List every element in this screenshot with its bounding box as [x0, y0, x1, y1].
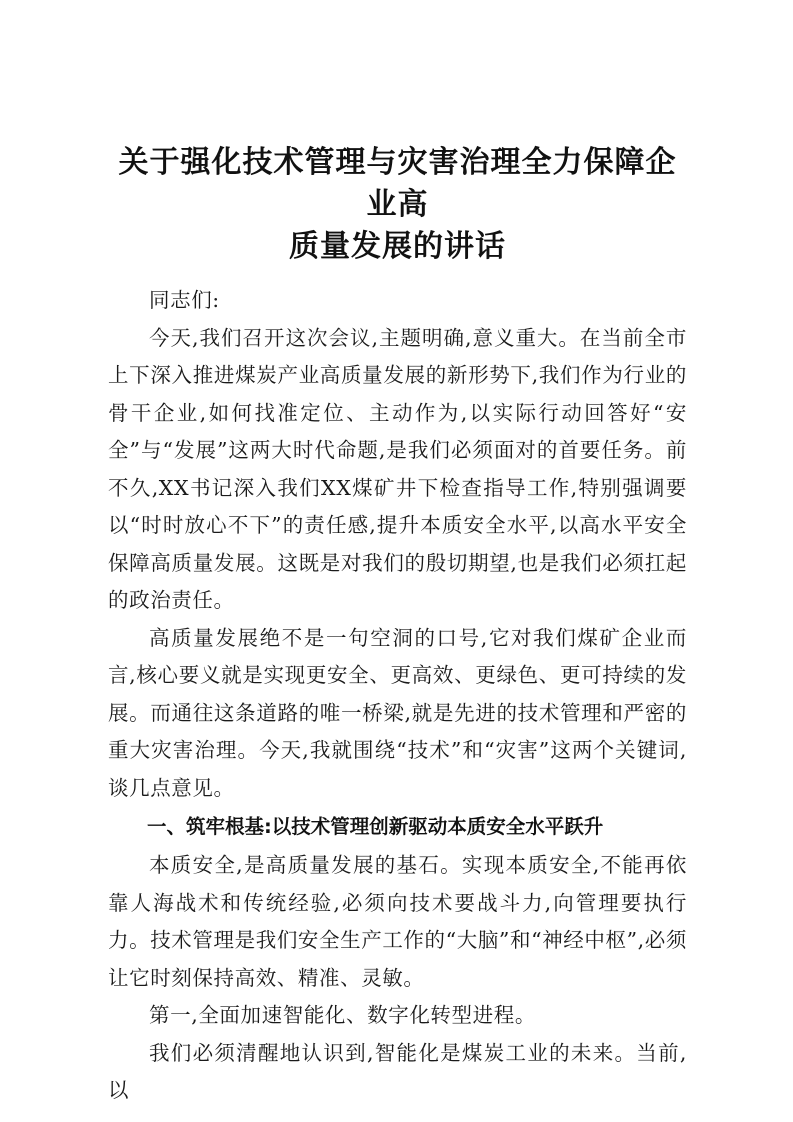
intro-paragraph-1: 今天,我们召开这次会议,主题明确,意义重大。在当前全市上下深入推进煤炭产业高质量发展的新形势下,我们作为行业的骨干企业,如何找准定位、主动作为,以实际行动回答好“安全”与“发展”这两大时代命题,是我们必须面对的首要任务。前不久,XX书记深入我们XX煤矿井下检查指导工作,特别强调要以“时时放心不下”的责任感,提升本质安全水平,以高水平安全保障高质量发展。这既是对我们的殷切期望,也是我们必须扛起的政治责任。: [108, 325, 687, 612]
section-heading-1: 一、筑牢根基:以技术管理创新驱动本质安全水平跃升: [147, 815, 604, 838]
intro-paragraph-2: 高质量发展绝不是一句空洞的口号,它对我们煤矿企业而言,核心要义就是实现更安全、更高效、更绿色、更可持续的发展。而通往这条道路的唯一桥梁,就是先进的技术管理和严密的重大灾害治理。今天,我就围绕“技术”和“灾害”这两个关键词,谈几点意见。: [108, 625, 687, 800]
title-line-2: 质量发展的讲话: [289, 229, 506, 264]
title-line-1: 关于强化技术管理与灾害治理全力保障企业高: [118, 145, 677, 222]
salutation: 同志们:: [149, 288, 220, 312]
section1-paragraph-2: 第一,全面加速智能化、数字化转型进程。: [149, 1003, 536, 1027]
section1-paragraph-1: 本质安全,是高质量发展的基石。实现本质安全,不能再依靠人海战术和传统经验,必须向技术要战斗力,向管理要执行力。技术管理是我们安全生产工作的“大脑”和“神经中枢”,必须让它时刻保持高效、精准、灵敏。: [108, 853, 687, 990]
document-title: [108, 142, 687, 268]
document-body: [108, 142, 687, 1110]
section1-paragraph-3: 我们必须清醒地认识到,智能化是煤炭工业的未来。当前,以: [108, 1040, 687, 1102]
